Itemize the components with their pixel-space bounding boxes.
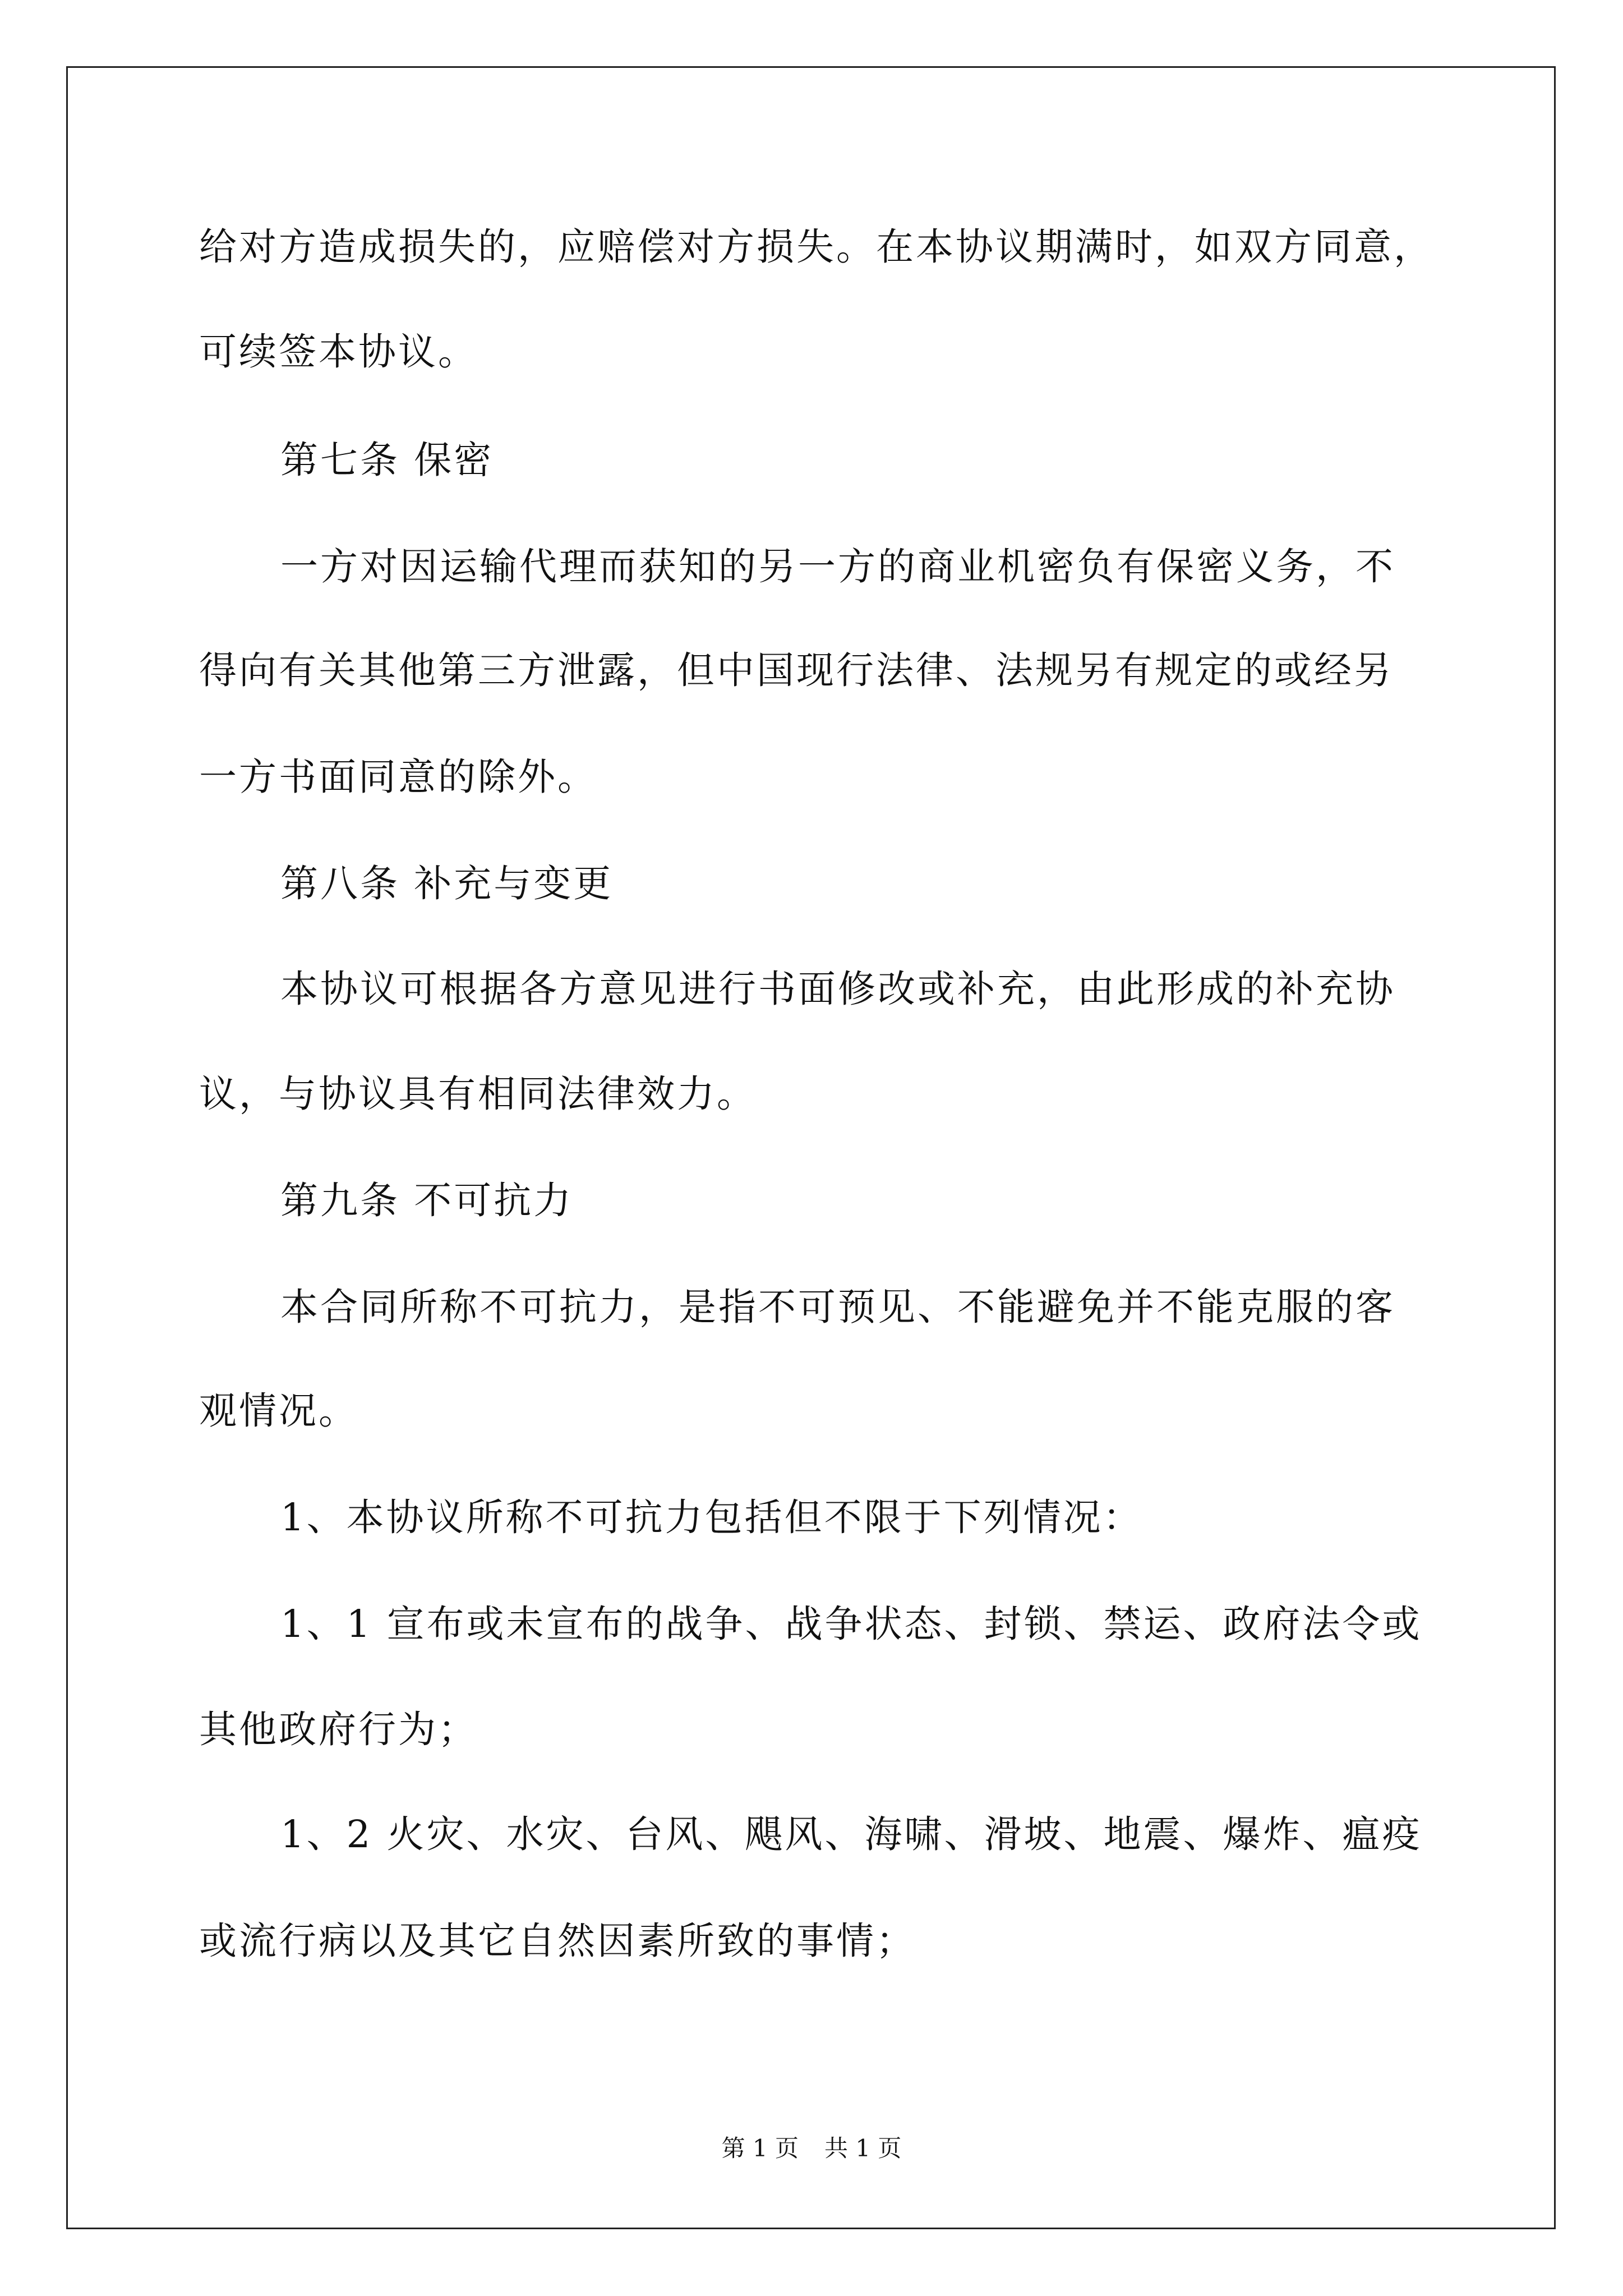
- paragraph-line: 给对方造成损失的，应赔偿对方损失。在本协议期满时，如双方同意，: [199, 225, 1433, 269]
- paragraph-line: 观情况。: [199, 1389, 358, 1433]
- paragraph-line: 本合同所称不可抗力，是指不可预见、不能避免并不能克服的客: [280, 1285, 1395, 1329]
- paragraph-line: 可续签本协议。: [199, 330, 478, 374]
- page-number: 第 1 页: [721, 2134, 799, 2162]
- list-item: 1、1 宣布或未宣布的战争、战争状态、封锁、禁运、政府法令或: [280, 1602, 1422, 1646]
- paragraph-line: 或流行病以及其它自然因素所致的事情；: [199, 1919, 916, 1963]
- section-heading: 第八条 补充与变更: [280, 862, 614, 905]
- paragraph-line: 一方书面同意的除外。: [199, 755, 597, 799]
- page-border: [66, 66, 1556, 2229]
- paragraph-line: 得向有关其他第三方泄露，但中国现行法律、法规另有规定的或经另: [199, 648, 1394, 692]
- paragraph-line: 其他政府行为；: [199, 1708, 478, 1751]
- paragraph-line: 本协议可根据各方意见进行书面修改或补充，由此形成的补充协: [280, 967, 1395, 1011]
- paragraph-line: 一方对因运输代理而获知的另一方的商业机密负有保密义务，不: [280, 545, 1395, 588]
- list-item: 1、本协议所称不可抗力包括但不限于下列情况：: [280, 1496, 1143, 1539]
- section-heading: 第九条 不可抗力: [280, 1179, 574, 1222]
- paragraph-line: 议，与协议具有相同法律效力。: [199, 1072, 757, 1116]
- list-item: 1、2 火灾、水灾、台风、飓风、海啸、滑坡、地震、爆炸、瘟疫: [280, 1812, 1422, 1856]
- section-heading: 第七条 保密: [280, 438, 494, 482]
- page-footer: [0, 2134, 1623, 2162]
- page-total: 共 1 页: [824, 2134, 902, 2162]
